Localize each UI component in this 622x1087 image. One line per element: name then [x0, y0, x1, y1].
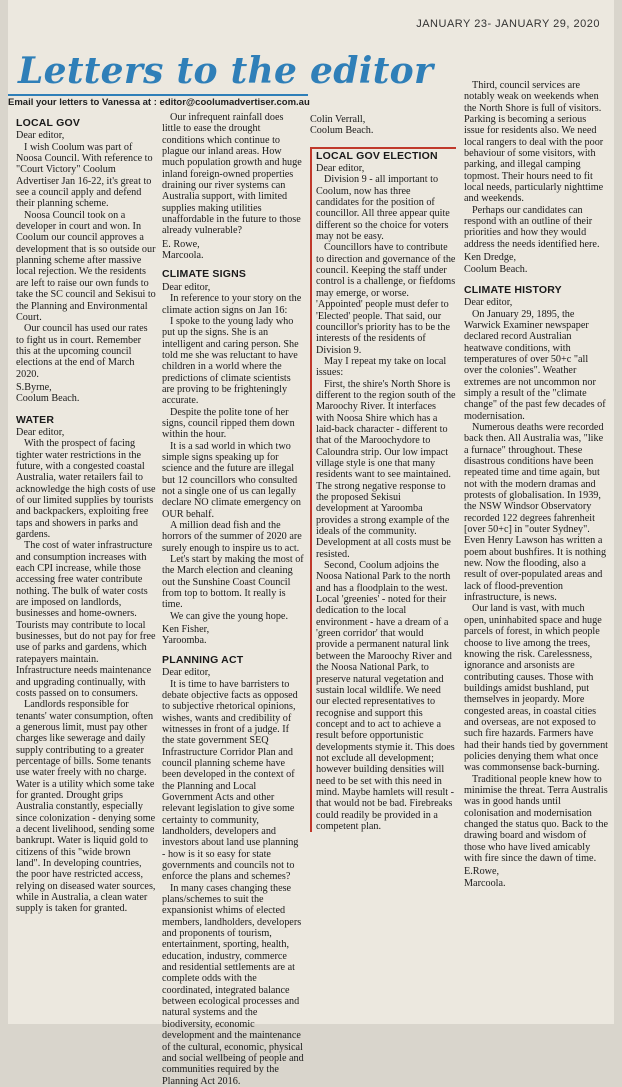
letter-para: Dear editor,	[16, 130, 65, 142]
election-box	[310, 147, 456, 833]
letter-para: Dear editor,	[162, 667, 211, 679]
letter-para: With the prospect of facing tighter water restrictions in the future, with a congested coastal Australia, water retailers fail to acknowledge the high costs of use of our limited supplies by tourists and backpackers, exploiting free taps and showers in parks and gardens.	[16, 438, 156, 541]
letter-para: Our land is vast, with much open, uninhabited space and huge parcels of forest, in which people choose to live among the trees, knowing the risk. Carelessness, ignorance and arsonists are contributing causes. Those with buildings amidst bushland, put themselves in jeopardy. More congested areas, in coastal cities and overseas, are not exposed to such fire hazards. Farmers have had their hands tied by government policies denying them what once was commonsense back-burning.	[464, 603, 609, 774]
letter-heading: CLIMATE HISTORY	[464, 283, 562, 296]
letter-location: Coolum Beach.	[310, 125, 374, 137]
letter-para: Second, Coolum adjoins the Noosa National Park to the north and has a floodplain to the west. Local 'greenies' - noted for their dedication to the local environment - have a dream of a 'green corridor' that would provide a permanent natural link between the Maroochy River and the Noosa National Park, to preserve natural vegetation and sustain local wildlife. We need our elected representatives to recognise and support this concept and to act to achieve a result before opportunistic developments stymie it. This does not exclude all development; however building densities will need to be set with this need in mind. Maybe hamlets will result - that would not be bad. Firebreaks could readily be provided in a competent plan.	[316, 560, 455, 832]
letter-para: Dear editor,	[162, 281, 211, 293]
letter-para: Perhaps our candidates can respond with an outline of their priorities and how they would address the needs identified here.	[464, 204, 600, 250]
letter-para: Councillors have to contribute to direction and governance of the council. Keeping the staff under control is a challenge, or fiefdoms may emerge, or worse. 'Appointed' people must defer to 'Elected' people. That said, our councillor's priority has to be the interests of the residents of Division 9.	[316, 242, 456, 356]
letter-para: First, the shire's North Shore is different to the region south of the Maroochy River. It interfaces with Noosa Shire which has a laid-back character - different to that of the Maroochydore to Caloundra strip. Our low impact village style is one that many residents want to see maintained. The strong negative response to the proposed Sekisui development at Yaroomba provides a strong example of the ideals of the community. Development at all costs must be resisted.	[316, 378, 456, 560]
letter-para: Noosa Council took on a developer in court and won. In Coolum our council approves a development that is so outside our planning scheme after massive local rejection. We the residents are left to raise our own funds to take the SC council and Sekisui to the Planning and Environmental Court.	[16, 209, 156, 323]
letter-para: Dear editor,	[16, 426, 65, 438]
letter-heading: WATER	[16, 413, 55, 426]
letter-para: We can give the young hope.	[170, 610, 288, 622]
letter-signature: Ken Dredge,	[464, 252, 517, 264]
title-rule	[8, 94, 308, 96]
column-2	[162, 112, 304, 1087]
email-line: Email your letters to Vanessa at : editor@coolumadvertiser.com.au	[8, 97, 310, 108]
letter-para: Third, council services are notably weak on weekends when the North Shore is full of visitors. Parking is becoming a serious issue for residents also. We need local rangers to deal with the poor behaviour of some visitors, with parking, and illegal camping topmost. Their hours need to fit local needs, particularly nighttime and weekends.	[464, 80, 604, 205]
letter-para: I wish Coolum was part of Noosa Council. With reference to "Court Victory" Coolum Advertiser Jan 16-22, it's great to see a council apply and defend their planning scheme.	[16, 141, 153, 210]
page-title: Letters to the editor	[18, 50, 434, 92]
letter-signature: Ken Fisher,	[162, 624, 210, 636]
letter-signature: Colin Verrall,	[310, 114, 366, 125]
letter-heading: LOCAL GOV ELECTION	[316, 149, 438, 162]
letter-heading: CLIMATE SIGNS	[162, 268, 247, 281]
letter-para: Dear editor,	[464, 297, 513, 309]
letter-para: It is time to have barristers to debate objective facts as opposed to subjective rhetorical opinions, wishes, wants and credibility of witnesses in front of a judge. If the state government SEQ Infrastructure Corridor Plan and council planning scheme have been developed in the context of the Planning and Local Government Acts and other relevant legislation to give some certainty to community, landholders, developers and investors about land use planning - how is it so easy for state governments and councils not to enforce the plans and schemes?	[162, 678, 299, 883]
letter-para: Division 9 - all important to Coolum, now has three candidates for the position of councillor. All three appear quite different so the choice for voters may not be easy.	[316, 174, 450, 243]
newspaper-page	[8, 0, 614, 1087]
letter-para: May I repeat my take on local issues:	[316, 355, 447, 379]
letter-signature: E.Rowe,	[464, 866, 500, 878]
column-1	[16, 112, 156, 915]
letter-location: Coolum Beach.	[16, 393, 80, 405]
letter-location: Yaroomba.	[162, 635, 207, 647]
letter-para: Numerous deaths were recorded back then. All Australia was, "like a furnace" throughout. These disastrous conditions have been repeated time and time again, but not with the modern dramas and protests of globalisation. In 1939, the NSW Windsor Observatory recorded 122 degrees fahrenheit [over 50+c] in "outer Sydney". Even Henry Lawson has written a poem about bushfires. It is nothing new. Now the flooding, also a result of over-populated areas and lack of flood-prevention infrastructure, is news.	[464, 421, 607, 604]
letter-location: Coolum Beach.	[464, 263, 528, 275]
letter-location: Marcoola.	[464, 877, 506, 889]
letter-para: Our infrequent rainfall does little to ease the drought conditions which continue to plague our inland areas. How much population growth and huge inland foreign-owned properties draining our river systems can Australia support, with limited supplies making utilities unaffordable in the future to those already vulnerable?	[162, 112, 302, 237]
letter-para: A million dead fish and the horrors of the summer of 2020 are surely enough to inspire us to act.	[162, 520, 302, 554]
letter-para: It is a sad world in which two simple signs speaking up for science and the future are illegal but 12 councillors who consulted not a single one of us can legally declare NO climate emergency on OUR behalf.	[162, 440, 301, 520]
letter-para: Our council has used our rates to fight us in court. Remember this at the upcoming council elections at the end of March 2020.	[16, 323, 148, 380]
letter-para: Despite the polite tone of her signs, council ripped them down within the hour.	[162, 406, 295, 441]
letter-para: Traditional people knew how to minimise the threat. Terra Australis was in good hands until colonisation and modernisation changed the status quo. Back to the drawing board and wisdom of those who have lived amicably with fire since the dawn of time.	[464, 773, 609, 865]
column-4	[464, 80, 608, 889]
letter-para: Landlords responsible for tenants' water consumption, often a generous limit, must pay other charges like sewerage and daily supply contributing to a greater percentage of bills. Some tenants use water freely with no charge. Water is a utility which some take for granted. Drought grips Australia constantly, especially since colonization - denying some a decent livelihood, sending some bankrupt. Water is liquid gold to citizens of this "wide brown land". In developing countries, the poor have restricted access, relying on diseased water sources, while in Australia, a clean water supply is taken for granted.	[16, 699, 156, 915]
letter-heading: PLANNING ACT	[162, 653, 244, 666]
dateline: JANUARY 23- JANUARY 29, 2020	[416, 18, 600, 30]
letter-para: Dear editor,	[316, 163, 365, 175]
letter-signature: E. Rowe,	[162, 238, 200, 250]
letter-location: Marcoola.	[162, 250, 204, 262]
letter-para: I spoke to the young lady who put up the signs. She is an intelligent and caring person. She told me she was reluctant to have children in a world where the predictions of climate scientists are proving to be frighteningly accurate.	[162, 315, 299, 407]
letter-para: On January 29, 1895, the Warwick Examiner newspaper declared record Australian heatwave conditions, with temperatures of over 50+c "all over the colonies". Weather extremes are not uncommon nor simply a result of the "climate change" of the past few decades of modernisation.	[464, 308, 606, 422]
column-3	[310, 112, 456, 832]
letter-signature: S.Byrne,	[16, 381, 52, 393]
letter-para: In many cases changing these plans/schemes to suit the expansionist whims of elected members, landholders, developers and proponents of tourism, entertainment, sporting, health, education, industry, commerce and residential settlements are at complete odds with the coordinated, integrated balance between ecological processes and natural systems and the biodiversity, economic development and the maintenance of the cultural, economic, physical and social wellbeing of people and communities required by the Planning Act 2016.	[162, 882, 304, 1087]
letter-para: Let's start by making the most of the March election and cleaning out the Sunshine Coast Council from top to bottom. It really is time.	[162, 554, 304, 611]
letter-para: The cost of water infrastructure and consumption increases with each CPI increase, while those accessing free water contribute nothing. The bulk of water costs are imposed on landlords, businesses and home-owners. Tourists may contribute to local businesses, but do not pay for free use of parks and gardens, which ratepayers maintain. Infrastructure needs maintenance and upgrading continually, with costs passed on to consumers.	[16, 540, 156, 699]
letter-para: In reference to your story on the climate action signs on Jan 16:	[162, 293, 302, 316]
letter-heading: LOCAL GOV	[16, 117, 81, 129]
